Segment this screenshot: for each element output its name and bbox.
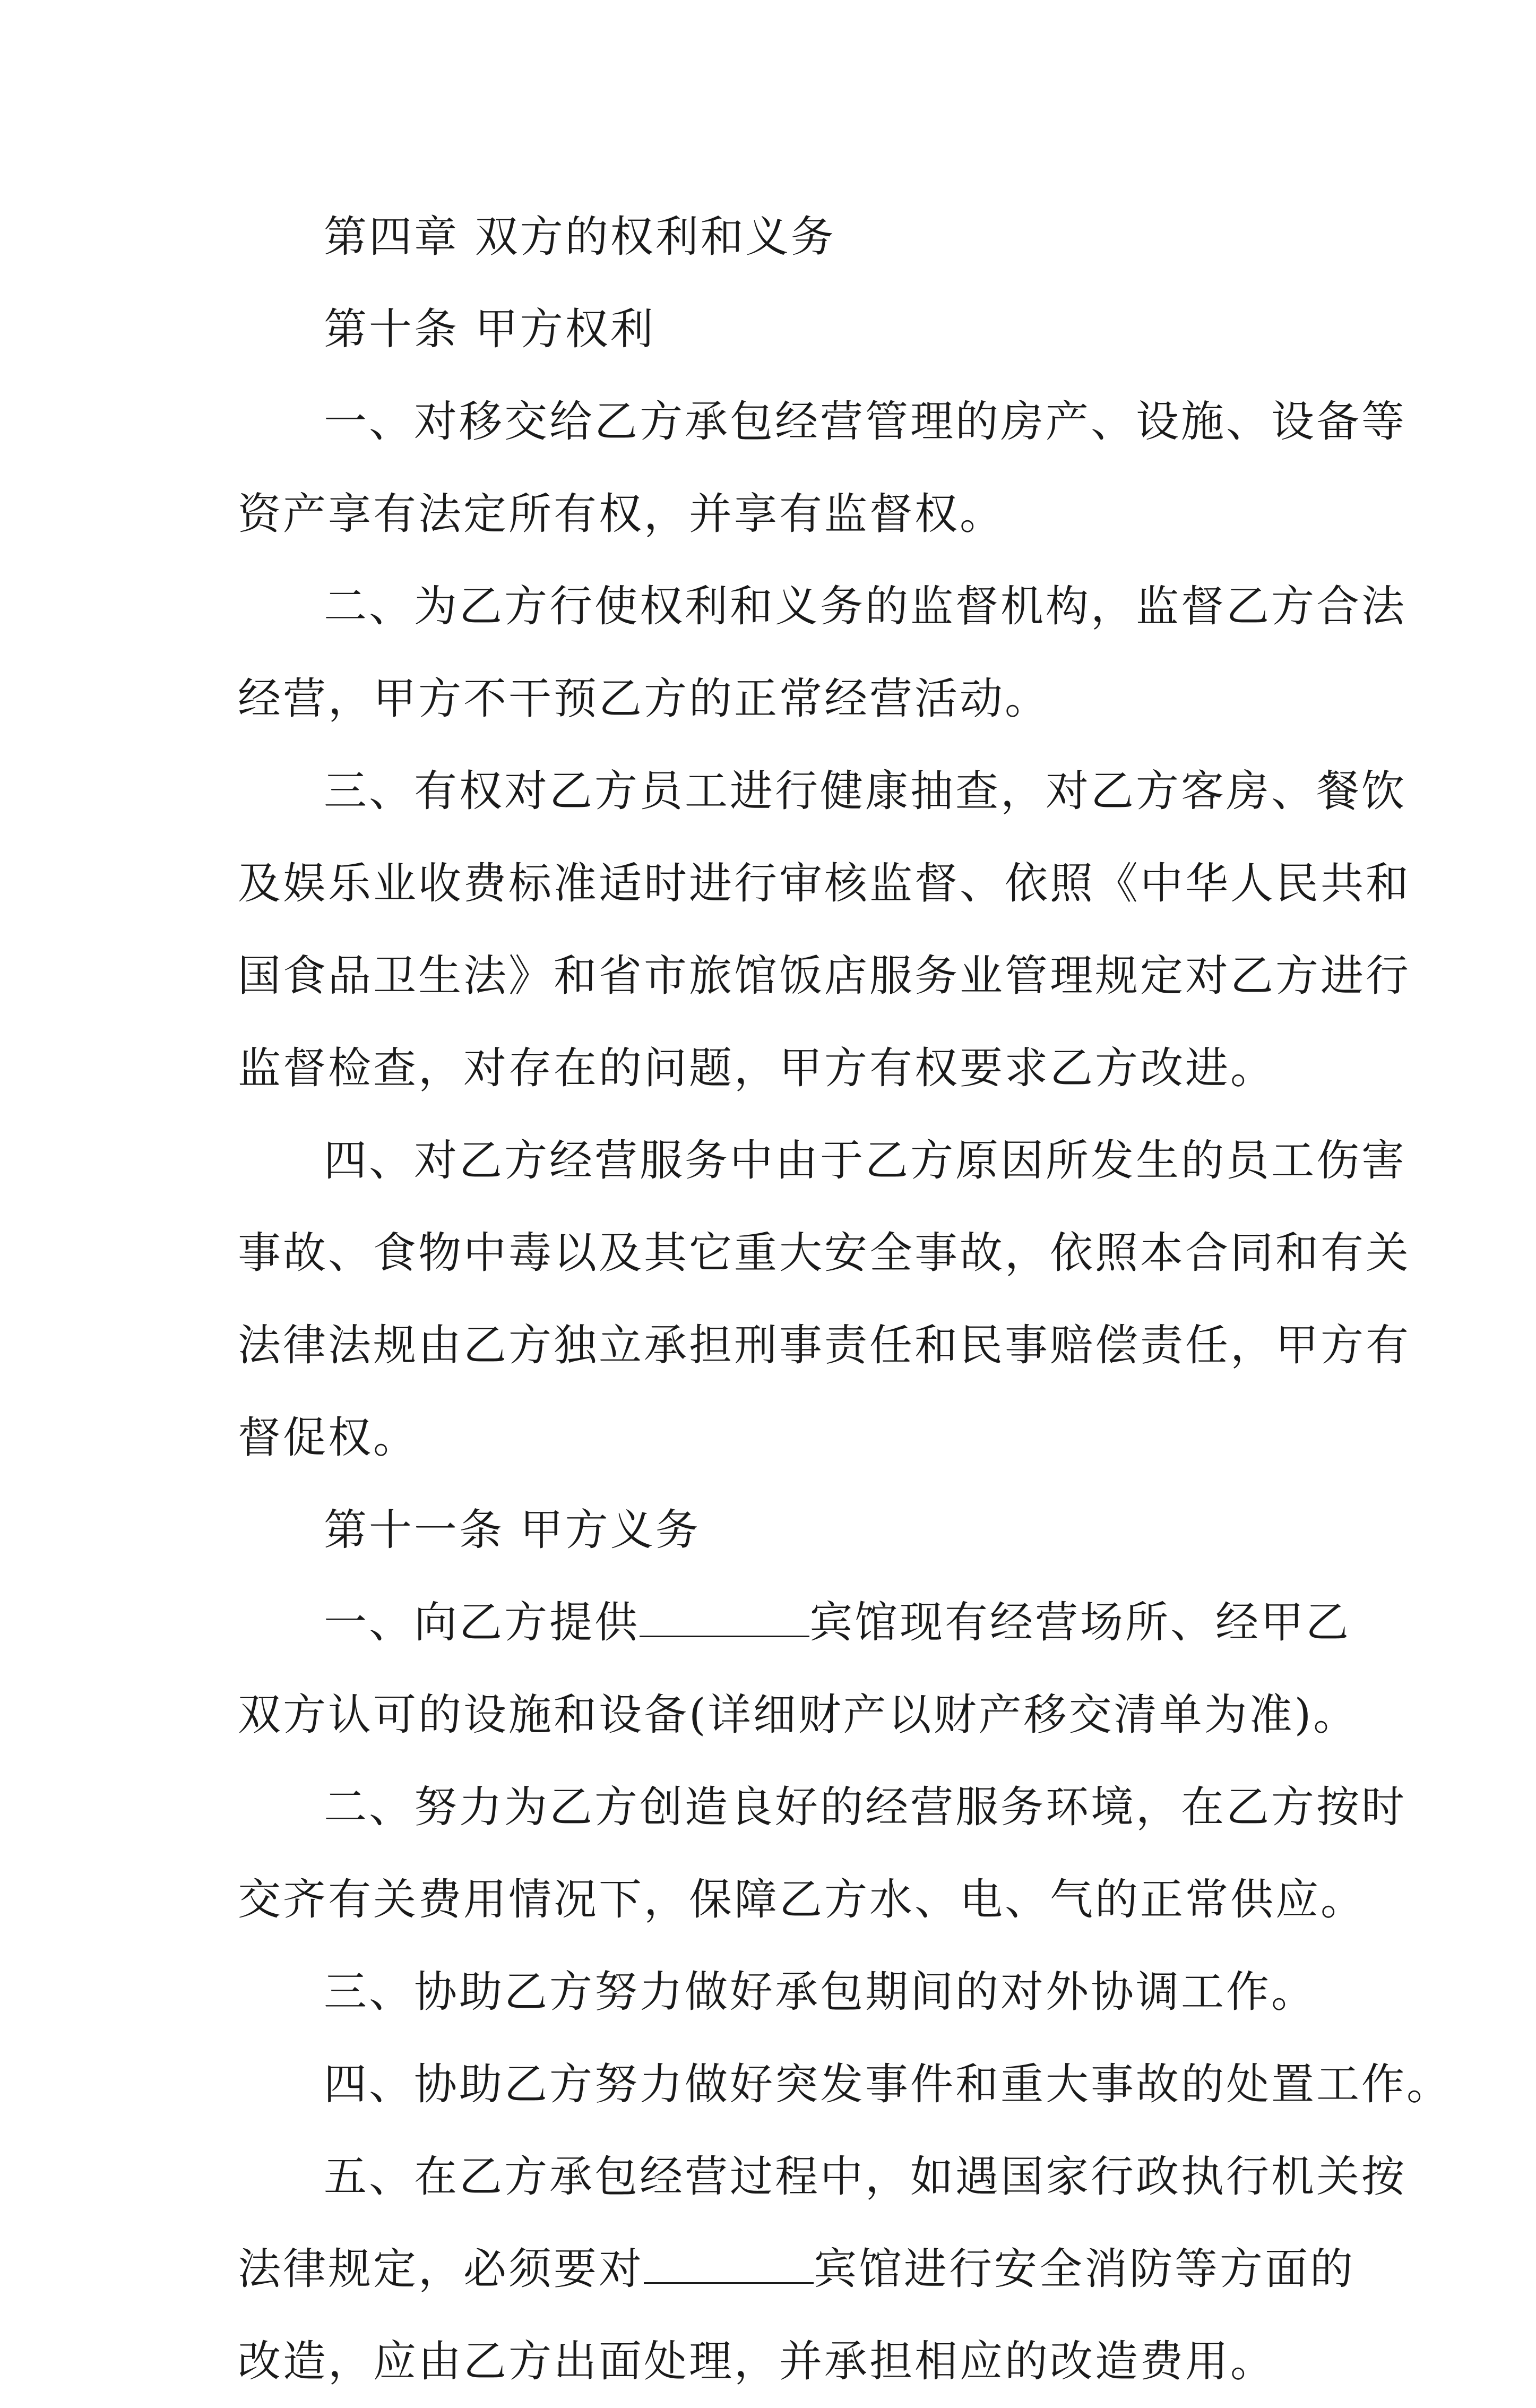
article-11-item-4-line-1: 四、协助乙方努力做好突发事件和重大事故的处置工作。: [324, 2060, 1452, 2110]
article-11-item-5-text-before-blank: 法律规定，必须要对: [238, 2244, 644, 2294]
article-10-item-1-line-1: 一、对移交给乙方承包经营管理的房产、设施、设备等: [324, 397, 1407, 447]
article-10-item-3-line-3: 国食品卫生法》和省市旅馆饭店服务业管理规定对乙方进行: [238, 951, 1411, 1001]
article-10-item-4-line-1: 四、对乙方经营服务中由于乙方原因所发生的员工伤害: [324, 1136, 1407, 1186]
article-11-item-5-line-3: 改造，应由乙方出面处理，并承担相应的改造费用。: [238, 2337, 1276, 2387]
article-10-item-3-line-2: 及娱乐业收费标准适时进行审核监督、依照《中华人民共和: [238, 859, 1411, 909]
article-11-heading: 第十一条 甲方义务: [324, 1506, 701, 1555]
article-10-item-4-line-2: 事故、食物中毒以及其它重大安全事故，依照本合同和有关: [238, 1228, 1411, 1278]
article-11-item-1-line-1: [238, 1577, 1351, 1669]
article-11-item-1-text-after-blank: 宾馆现有经营场所、经甲乙: [809, 1598, 1351, 1648]
chapter-title: 第四章 双方的权利和义务: [324, 212, 836, 262]
article-10-item-2-line-2: 经营，甲方不干预乙方的正常经营活动。: [238, 674, 1050, 724]
article-11-item-1-line-2: 双方认可的设施和设备(详细财产以财产移交清单为准)。: [238, 1690, 1359, 1740]
article-10-item-2-line-1: 二、为乙方行使权利和义务的监督机构，监督乙方合法: [324, 582, 1407, 632]
document-body: [238, 191, 1452, 2408]
article-11-item-1-text-before-blank: 一、向乙方提供: [324, 1598, 640, 1648]
article-10-heading: 第十条 甲方权利: [324, 305, 655, 355]
article-11-item-5-line-1: 五、在乙方承包经营过程中，如遇国家行政执行机关按: [324, 2152, 1407, 2202]
venue-name-blank: [640, 1601, 809, 1637]
article-11-item-3-line-1: 三、协助乙方努力做好承包期间的对外协调工作。: [324, 1967, 1317, 2017]
venue-name-blank-2: [644, 2247, 814, 2284]
article-10-item-1-line-2: 资产享有法定所有权，并享有监督权。: [238, 489, 1005, 539]
article-11-item-2-line-1: 二、努力为乙方创造良好的经营服务环境，在乙方按时: [324, 1783, 1407, 1833]
article-10-item-3-line-4: 监督检查，对存在的问题，甲方有权要求乙方改进。: [238, 1044, 1276, 1094]
article-10-item-3-line-1: 三、有权对乙方员工进行健康抽查，对乙方客房、餐饮: [324, 767, 1407, 816]
article-11-item-5-line-2: [238, 2223, 1356, 2316]
article-10-item-4-line-3: 法律法规由乙方独立承担刑事责任和民事赔偿责任，甲方有: [238, 1321, 1411, 1371]
article-11-item-2-line-2: 交齐有关费用情况下，保障乙方水、电、气的正常供应。: [238, 1875, 1366, 1925]
article-11-item-5-text-after-blank: 宾馆进行安全消防等方面的: [814, 2244, 1356, 2294]
article-10-item-4-line-4: 督促权。: [238, 1413, 419, 1463]
